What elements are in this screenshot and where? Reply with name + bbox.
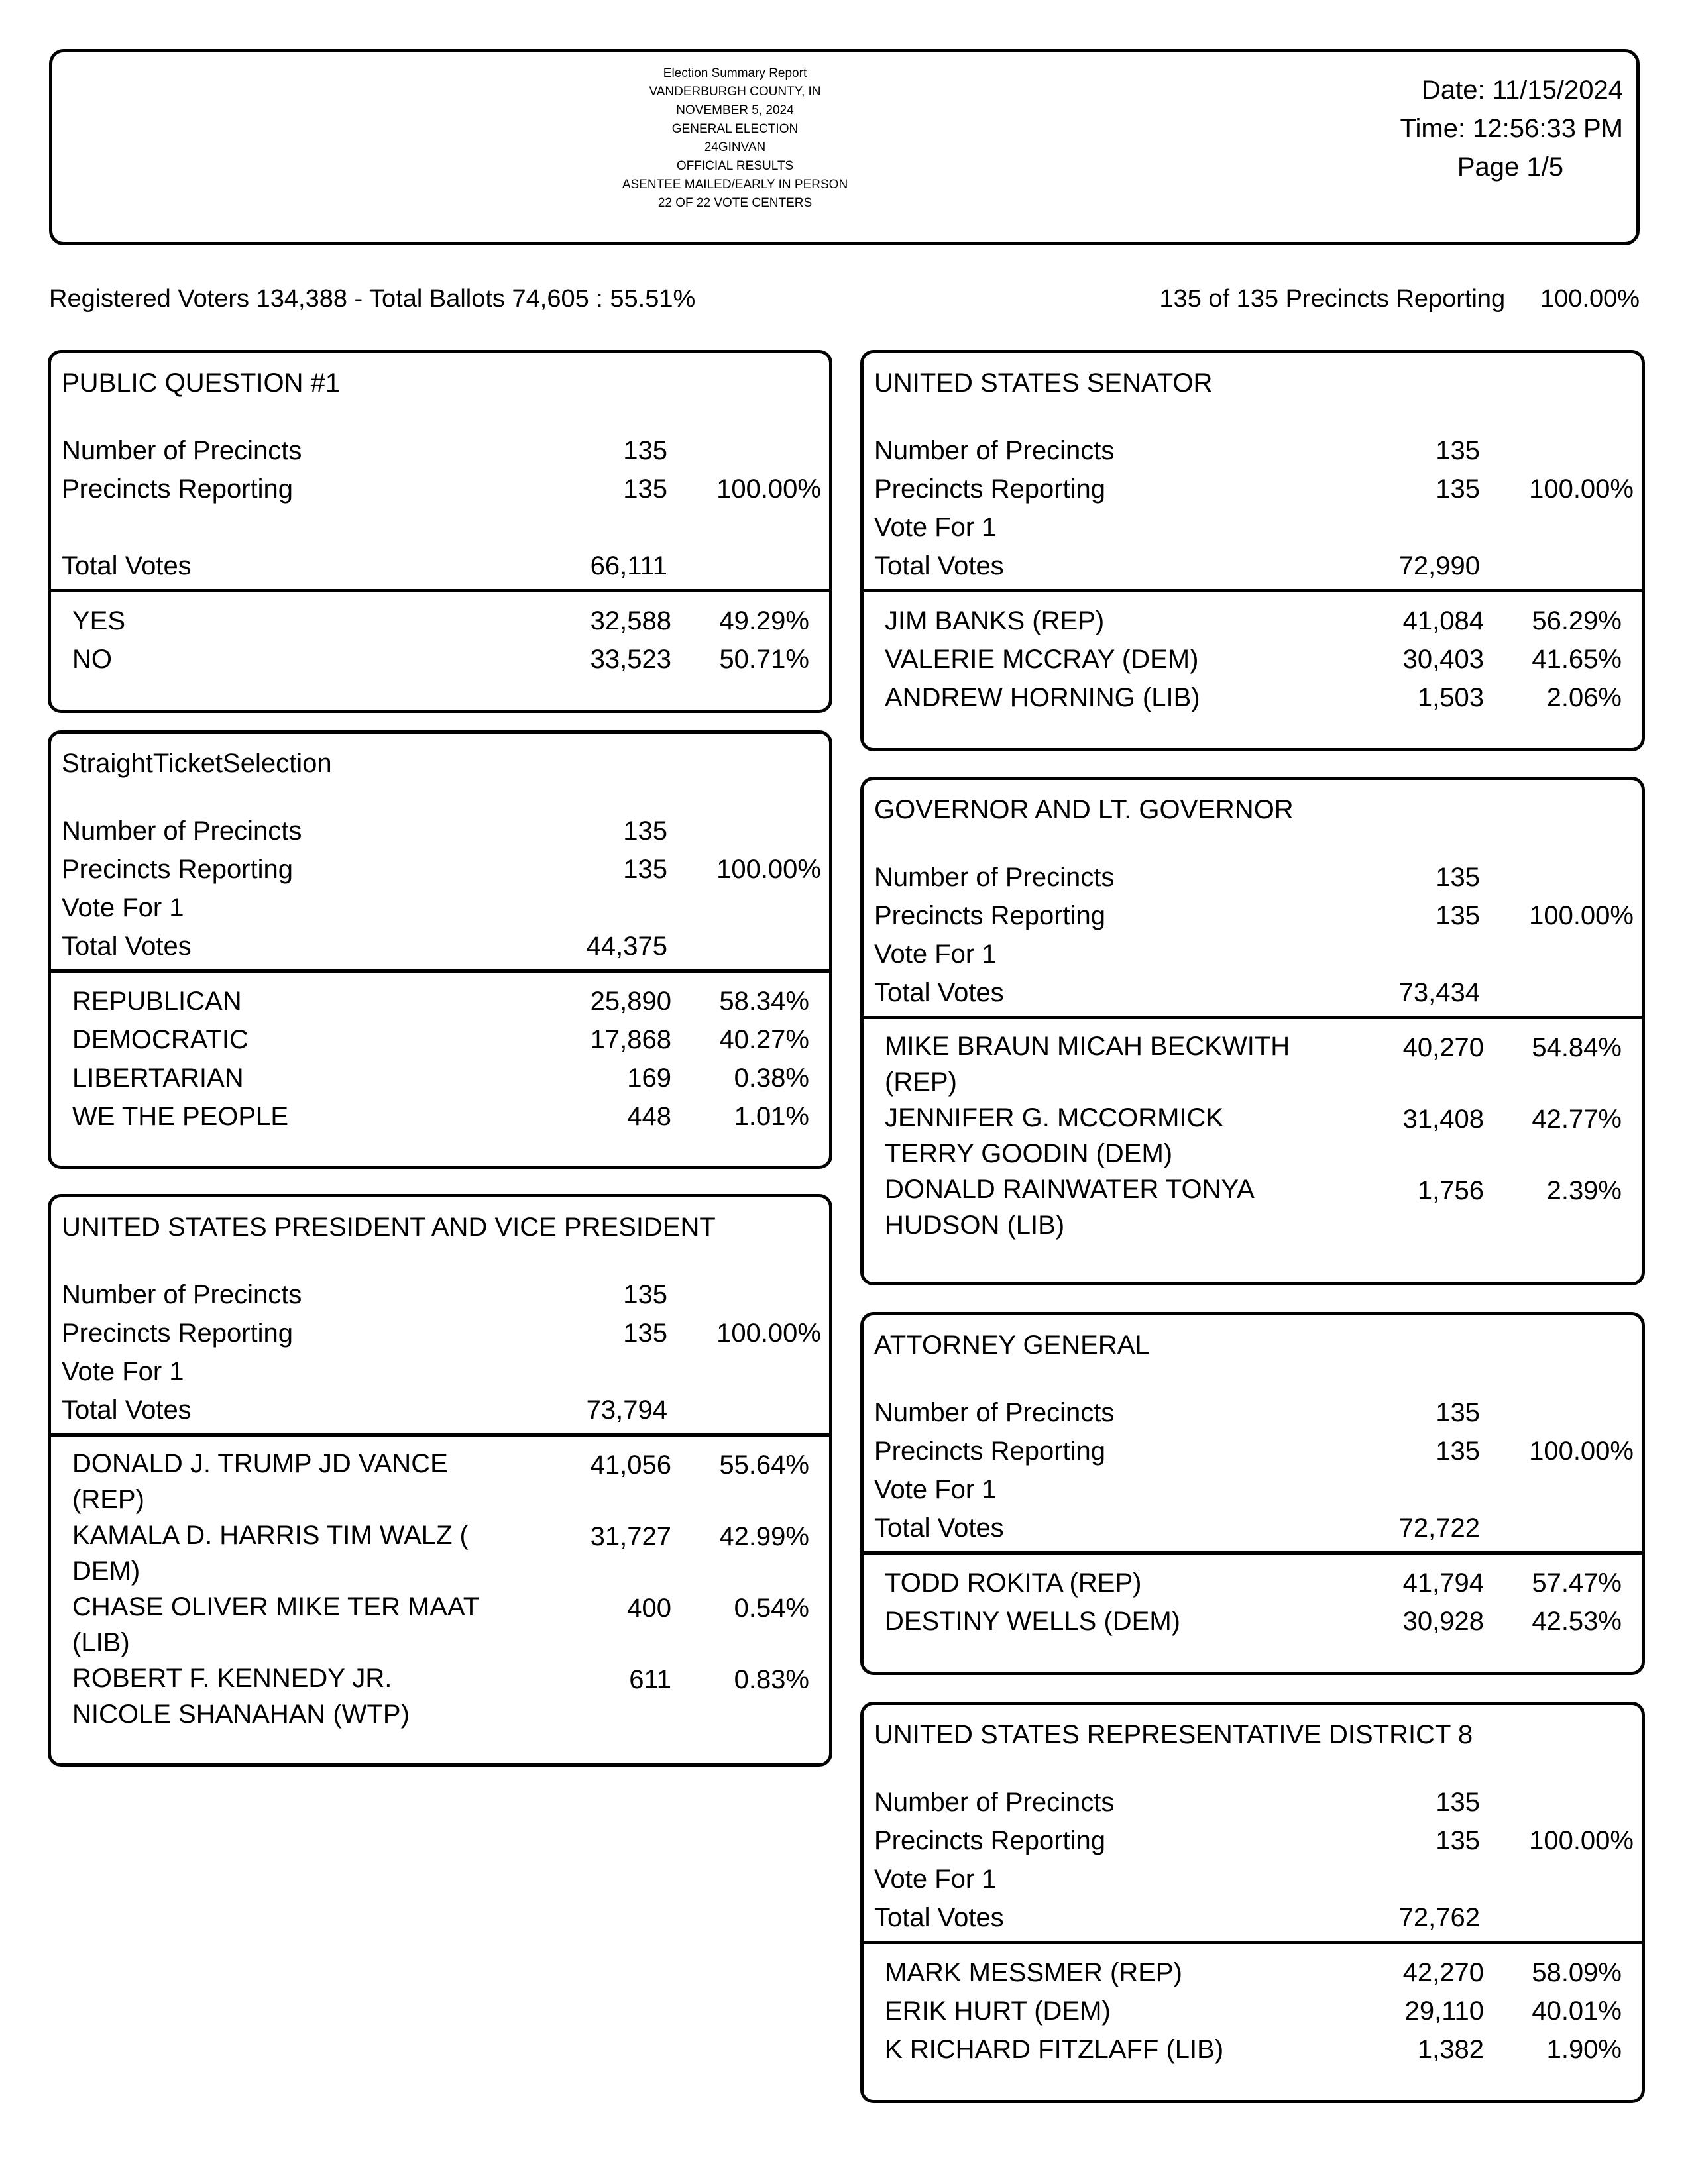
contest-title: ATTORNEY GENERAL	[874, 1331, 1150, 1360]
candidate-name: DESTINY WELLS (DEM)	[885, 1607, 1180, 1636]
contest-meta	[864, 858, 1642, 1016]
candidate-list	[864, 1555, 1642, 1649]
election-date-line: NOVEMBER 5, 2024	[676, 103, 794, 117]
candidate-list	[864, 1944, 1642, 2077]
page-number: Page 1/5	[1457, 152, 1563, 182]
meta-value: 135	[1436, 901, 1480, 930]
candidate-name	[885, 1100, 1349, 1172]
candidate-pct: 49.29%	[719, 606, 809, 635]
meta-label: Vote For 1	[874, 1475, 997, 1504]
meta-value: 135	[623, 1280, 667, 1309]
candidate-name	[72, 1446, 536, 1517]
candidate-name	[72, 1589, 536, 1661]
candidate-pct: 41.65%	[1532, 645, 1622, 674]
meta-precincts-reporting	[51, 1314, 829, 1352]
candidate-name: VALERIE MCCRAY (DEM)	[885, 645, 1199, 674]
candidate-votes: 32,588	[590, 606, 671, 635]
meta-value: 44,375	[586, 932, 667, 961]
candidate-pct: 0.38%	[734, 1064, 809, 1093]
candidate-row	[51, 982, 829, 1020]
candidate-votes: 30,928	[1402, 1607, 1484, 1636]
candidate-name-line-2: DEM)	[72, 1556, 141, 1586]
candidate-name-line-2: (LIB)	[72, 1628, 130, 1657]
candidate-votes: 1,382	[1417, 2035, 1484, 2064]
meta-spacer	[51, 508, 829, 547]
meta-pct	[1517, 973, 1642, 1012]
candidate-votes: 31,408	[1402, 1105, 1484, 1134]
meta-value: 66,111	[590, 551, 667, 580]
meta-vote-for	[864, 1860, 1642, 1898]
candidate-name: MARK MESSMER (REP)	[885, 1958, 1182, 1987]
precincts-reporting-pct: 100.00%	[1540, 285, 1640, 313]
candidate-votes: 30,403	[1402, 645, 1484, 674]
meta-label: Total Votes	[874, 1903, 1004, 1932]
meta-label: Precincts Reporting	[874, 1437, 1106, 1466]
candidate-name-line-1: ROBERT F. KENNEDY JR.	[72, 1664, 392, 1693]
candidate-pct: 54.84%	[1532, 1033, 1622, 1062]
candidate-row	[51, 602, 829, 640]
candidate-name	[72, 1517, 536, 1589]
candidate-votes: 33,523	[590, 645, 671, 674]
candidate-pct: 55.64%	[719, 1450, 809, 1480]
meta-pct	[1517, 431, 1642, 470]
contest-us-senator	[860, 350, 1645, 751]
meta-pct: 100.00%	[1529, 1826, 1634, 1855]
candidate-votes: 40,270	[1402, 1033, 1484, 1062]
meta-pct	[1517, 1393, 1642, 1432]
meta-number-of-precincts	[51, 812, 829, 850]
meta-value: 72,762	[1398, 1903, 1480, 1932]
candidate-name-line-2: (REP)	[72, 1485, 144, 1514]
meta-number-of-precincts	[864, 431, 1642, 470]
meta-precincts-reporting	[864, 897, 1642, 935]
meta-label: Precincts Reporting	[62, 474, 294, 504]
candidate-name-line-1: DONALD RAINWATER TONYA	[885, 1175, 1255, 1204]
candidate-name-line-2: (REP)	[885, 1067, 957, 1097]
candidate-list	[864, 1019, 1642, 1251]
candidate-pct: 42.77%	[1532, 1105, 1622, 1134]
candidate-name: JIM BANKS (REP)	[885, 606, 1105, 635]
candidate-row	[864, 2030, 1642, 2069]
meta-value: 72,990	[1398, 551, 1480, 580]
meta-value: 135	[623, 1319, 667, 1348]
candidate-name: ERIK HURT (DEM)	[885, 1996, 1111, 2026]
meta-label: Precincts Reporting	[874, 1826, 1106, 1855]
report-time: Time: 12:56:33 PM	[1400, 114, 1623, 143]
meta-label: Precincts Reporting	[874, 474, 1106, 504]
candidate-row	[864, 1602, 1642, 1641]
meta-label: Number of Precincts	[874, 436, 1115, 465]
contest-meta	[51, 431, 829, 589]
contest-us-president	[48, 1194, 832, 1767]
candidate-votes: 1,503	[1417, 683, 1484, 712]
candidate-votes: 400	[627, 1594, 671, 1623]
election-type-line: GENERAL ELECTION	[671, 122, 799, 136]
meta-pct	[704, 1276, 829, 1314]
meta-pct: 100.00%	[716, 855, 821, 884]
candidate-votes: 29,110	[1404, 1996, 1484, 2026]
meta-value: 135	[1436, 863, 1480, 892]
candidate-name: NO	[72, 645, 112, 674]
results-status-line: OFFICIAL RESULTS	[676, 159, 794, 173]
candidate-list	[51, 973, 829, 1144]
meta-pct: 100.00%	[1529, 474, 1634, 504]
candidate-row	[864, 602, 1642, 640]
contest-public-question-1	[48, 350, 832, 713]
meta-label: Number of Precincts	[874, 1788, 1115, 1817]
report-date: Date: 11/15/2024	[1422, 76, 1623, 105]
meta-value: 135	[1436, 1398, 1480, 1427]
candidate-votes: 41,084	[1402, 606, 1484, 635]
meta-precincts-reporting	[864, 1822, 1642, 1860]
candidate-name: K RICHARD FITZLAFF (LIB)	[885, 2035, 1224, 2064]
meta-vote-for	[864, 935, 1642, 973]
meta-label: Total Votes	[874, 551, 1004, 580]
meta-label: Total Votes	[874, 978, 1004, 1007]
meta-number-of-precincts	[51, 1276, 829, 1314]
candidate-row	[51, 1097, 829, 1136]
report-header-center	[596, 64, 874, 213]
candidate-pct: 1.01%	[734, 1102, 809, 1131]
candidate-list	[51, 592, 829, 686]
candidate-name-line-1: KAMALA D. HARRIS TIM WALZ (	[72, 1521, 469, 1550]
candidate-name: TODD ROKITA (REP)	[885, 1568, 1142, 1598]
contest-governor	[860, 777, 1645, 1285]
meta-label: Total Votes	[62, 932, 192, 961]
meta-pct: 100.00%	[716, 1319, 821, 1348]
candidate-name-line-1: DONALD J. TRUMP JD VANCE	[72, 1449, 448, 1478]
candidate-row	[51, 1020, 829, 1059]
candidate-row	[864, 1028, 1642, 1100]
precincts-reporting-text: 135 of 135 Precincts Reporting	[1159, 285, 1506, 313]
meta-vote-for	[864, 508, 1642, 547]
candidate-row	[864, 679, 1642, 717]
meta-pct	[704, 1391, 829, 1429]
candidate-row	[864, 1172, 1642, 1243]
meta-pct	[1517, 547, 1642, 585]
meta-label: Number of Precincts	[62, 816, 302, 846]
candidate-votes: 42,270	[1402, 1958, 1484, 1987]
meta-label: Number of Precincts	[62, 436, 302, 465]
meta-label: Number of Precincts	[874, 1398, 1115, 1427]
candidate-votes: 25,890	[590, 987, 671, 1016]
candidate-row	[51, 1059, 829, 1097]
candidate-name-line-2: HUDSON (LIB)	[885, 1211, 1065, 1240]
candidate-row	[864, 1100, 1642, 1172]
contest-attorney-general	[860, 1312, 1645, 1675]
candidate-pct: 58.09%	[1532, 1958, 1622, 1987]
meta-pct	[704, 927, 829, 965]
meta-vote-for	[51, 889, 829, 927]
candidate-pct: 0.83%	[734, 1665, 809, 1694]
meta-label: Number of Precincts	[62, 1280, 302, 1309]
contest-meta	[864, 1783, 1642, 1941]
candidate-name-line-1: JENNIFER G. MCCORMICK	[885, 1103, 1224, 1132]
candidate-pct: 40.27%	[719, 1025, 809, 1054]
candidate-list	[864, 592, 1642, 725]
meta-value: 73,794	[586, 1395, 667, 1425]
report-header-meta	[1292, 71, 1623, 186]
meta-label: Vote For 1	[874, 940, 997, 969]
candidate-name-line-1: CHASE OLIVER MIKE TER MAAT	[72, 1592, 480, 1621]
meta-label: Total Votes	[62, 1395, 192, 1425]
candidate-pct: 42.53%	[1532, 1607, 1622, 1636]
meta-number-of-precincts	[51, 431, 829, 470]
meta-value: 135	[623, 855, 667, 884]
meta-value: 135	[1436, 1437, 1480, 1466]
candidate-pct: 58.34%	[719, 987, 809, 1016]
candidate-votes: 1,756	[1417, 1176, 1484, 1205]
meta-total-votes	[864, 973, 1642, 1012]
candidate-votes: 41,794	[1402, 1568, 1484, 1598]
meta-pct	[1517, 1509, 1642, 1547]
candidate-row	[864, 1564, 1642, 1602]
candidate-pct: 2.06%	[1546, 683, 1622, 712]
meta-number-of-precincts	[864, 1393, 1642, 1432]
contest-title: StraightTicketSelection	[62, 749, 332, 778]
meta-total-votes	[51, 547, 829, 585]
meta-number-of-precincts	[864, 1783, 1642, 1822]
report-header	[49, 49, 1640, 245]
candidate-name: LIBERTARIAN	[72, 1064, 244, 1093]
election-code-line: 24GINVAN	[704, 140, 766, 154]
contest-meta	[864, 1393, 1642, 1551]
meta-pct	[704, 547, 829, 585]
candidate-votes: 448	[627, 1102, 671, 1131]
meta-label: Precincts Reporting	[62, 855, 294, 884]
meta-precincts-reporting	[51, 470, 829, 508]
meta-precincts-reporting	[51, 850, 829, 889]
meta-value: 135	[1436, 436, 1480, 465]
meta-label: Number of Precincts	[874, 863, 1115, 892]
candidate-pct: 56.29%	[1532, 606, 1622, 635]
meta-total-votes	[51, 927, 829, 965]
meta-pct: 100.00%	[1529, 901, 1634, 930]
candidate-name	[885, 1172, 1349, 1243]
meta-precincts-reporting	[864, 1432, 1642, 1470]
contest-title: UNITED STATES REPRESENTATIVE DISTRICT 8	[874, 1720, 1473, 1749]
meta-value: 135	[623, 474, 667, 504]
meta-pct: 100.00%	[716, 474, 821, 504]
candidate-row	[51, 640, 829, 679]
meta-vote-for	[51, 1352, 829, 1391]
candidate-name: DEMOCRATIC	[72, 1025, 249, 1054]
left-column	[48, 350, 832, 1793]
candidate-name-line-2: TERRY GOODIN (DEM)	[885, 1139, 1173, 1168]
meta-pct	[1517, 1898, 1642, 1937]
meta-total-votes	[864, 547, 1642, 585]
meta-label: Vote For 1	[62, 1357, 184, 1386]
meta-pct	[1517, 858, 1642, 897]
candidate-pct: 57.47%	[1532, 1568, 1622, 1598]
meta-label: Precincts Reporting	[874, 901, 1106, 930]
candidate-votes: 169	[627, 1064, 671, 1093]
candidate-pct: 0.54%	[734, 1594, 809, 1623]
meta-label: Precincts Reporting	[62, 1319, 294, 1348]
candidate-pct: 50.71%	[719, 645, 809, 674]
registered-voters-summary: Registered Voters 134,388 - Total Ballots 74,605 : 55.51%	[49, 285, 696, 313]
meta-pct: 100.00%	[1529, 1437, 1634, 1466]
meta-value: 135	[1436, 1826, 1480, 1855]
candidate-name	[885, 1028, 1349, 1100]
candidate-name: WE THE PEOPLE	[72, 1102, 289, 1131]
contest-title: PUBLIC QUESTION #1	[62, 368, 341, 398]
right-column	[860, 350, 1645, 2130]
candidate-name	[72, 1661, 536, 1732]
contest-meta	[864, 431, 1642, 589]
meta-pct	[704, 812, 829, 850]
candidate-votes: 41,056	[590, 1450, 671, 1480]
meta-pct	[1517, 1783, 1642, 1822]
meta-label: Total Votes	[874, 1513, 1004, 1543]
candidate-name: REPUBLICAN	[72, 987, 242, 1016]
meta-label: Total Votes	[62, 551, 192, 580]
meta-value: 135	[623, 816, 667, 846]
meta-pct	[704, 431, 829, 470]
meta-value: 135	[1436, 1788, 1480, 1817]
candidate-name: YES	[72, 606, 126, 635]
county-line: VANDERBURGH COUNTY, IN	[649, 85, 821, 99]
candidate-row	[51, 1661, 829, 1732]
contest-meta	[51, 812, 829, 969]
contest-meta	[51, 1276, 829, 1433]
candidate-votes: 31,727	[590, 1522, 671, 1551]
candidate-row	[864, 1953, 1642, 1992]
meta-value: 135	[623, 436, 667, 465]
meta-precincts-reporting	[864, 470, 1642, 508]
meta-value: 73,434	[1398, 978, 1480, 1007]
precincts-reporting-summary	[1159, 284, 1640, 314]
contest-title: UNITED STATES PRESIDENT AND VICE PRESIDENT	[62, 1213, 716, 1242]
meta-total-votes	[864, 1509, 1642, 1547]
candidate-name: ANDREW HORNING (LIB)	[885, 683, 1200, 712]
candidate-name-line-2: NICOLE SHANAHAN (WTP)	[72, 1700, 410, 1729]
candidate-votes: 17,868	[590, 1025, 671, 1054]
candidate-row	[51, 1446, 829, 1517]
contest-us-rep-district-8	[860, 1702, 1645, 2103]
candidate-pct: 2.39%	[1546, 1176, 1622, 1205]
contest-straight-ticket	[48, 730, 832, 1169]
candidate-row	[51, 1517, 829, 1589]
meta-label: Vote For 1	[874, 513, 997, 542]
meta-vote-for	[864, 1470, 1642, 1509]
contest-title: GOVERNOR AND LT. GOVERNOR	[874, 795, 1294, 824]
meta-label: Vote For 1	[62, 893, 184, 922]
vote-centers-line: 22 OF 22 VOTE CENTERS	[657, 196, 813, 210]
meta-value: 72,722	[1398, 1513, 1480, 1543]
meta-total-votes	[864, 1898, 1642, 1937]
candidate-name-line-1: MIKE BRAUN MICAH BECKWITH	[885, 1032, 1290, 1061]
meta-value: 135	[1436, 474, 1480, 504]
candidate-row	[864, 640, 1642, 679]
meta-label: Vote For 1	[874, 1865, 997, 1894]
candidate-list	[51, 1437, 829, 1740]
ballot-type-line: ASENTEE MAILED/EARLY IN PERSON	[622, 178, 848, 191]
contest-title: UNITED STATES SENATOR	[874, 368, 1213, 398]
candidate-pct: 40.01%	[1532, 1996, 1622, 2026]
candidate-pct: 42.99%	[719, 1522, 809, 1551]
candidate-pct: 1.90%	[1546, 2035, 1622, 2064]
candidate-row	[51, 1589, 829, 1661]
candidate-votes: 611	[629, 1665, 671, 1694]
meta-total-votes	[51, 1391, 829, 1429]
meta-number-of-precincts	[864, 858, 1642, 897]
candidate-row	[864, 1992, 1642, 2030]
report-title: Election Summary Report	[663, 66, 807, 80]
